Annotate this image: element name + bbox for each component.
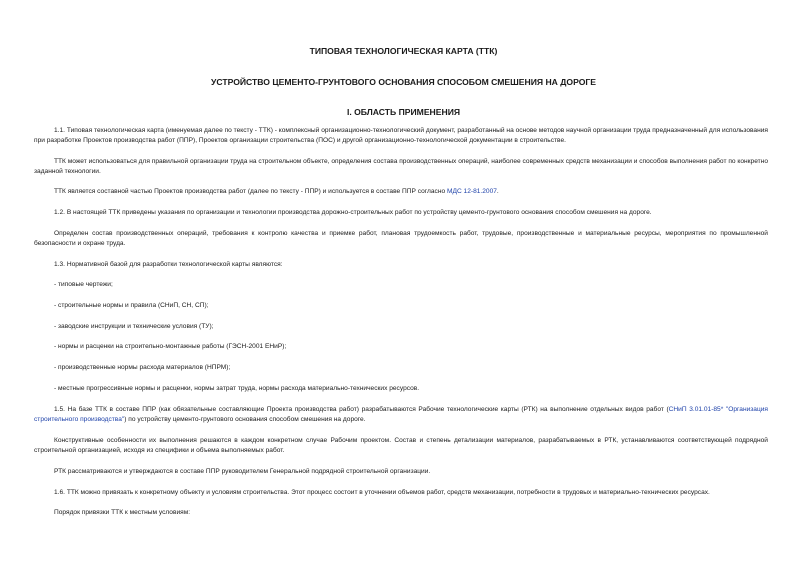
paragraph-1-3: 1.3. Нормативной базой для разработки технологической карты являются: <box>54 261 283 268</box>
paragraph-ttk-usage: ТТК может использоваться для правильной организации труда на строительном объекте, определения состава производственных операций, наиболее современных средств механизации и способов выполнения работ по конкретно заданной технологии. <box>34 158 768 176</box>
paragraph-design-features: Конструктивные особенности их выполнения решаются в каждом конкретном случае Рабочим проектом. Состав и степень детализации материалов, разрабатываемых в РТК, устанавливаются соответствующей подрядной строительной организацией, исходя из специфики и объема выполняемых работ. <box>34 437 768 455</box>
paragraph-1-5-text: 1.5. На базе ТТК в составе ППР (как обязательные составляющие Проекта производства работ) разрабатываются Рабочие технологические карты (РТК) на выполнение отдельных видов работ ( <box>54 406 669 413</box>
paragraph-1-6: 1.6. ТТК можно привязать к конкретному объекту и условиям строительства. Этот процесс состоит в уточнении объемов работ, средств механизации, потребности в трудовых и материально-технических ресурсах. <box>54 489 710 496</box>
paragraph-1-5 <box>34 405 768 425</box>
paragraph-operations: Определен состав производственных операций, требования к контролю качества и приемке работ, плановая трудоемкость работ, трудовые, производственные и материальные ресурсы, мероприятия по промышленной безопасности и охране труда. <box>34 230 768 248</box>
list-item: - нормы и расценки на строительно-монтажные работы (ГЭСН-2001 ЕНиР); <box>54 343 287 350</box>
list-item: - типовые чертежи; <box>54 281 113 288</box>
list-item: - местные прогрессивные нормы и расценки, нормы затрат труда, нормы расхода материально-технических ресурсов. <box>54 385 420 392</box>
document-title: ТИПОВАЯ ТЕХНОЛОГИЧЕСКАЯ КАРТА (ТТК) <box>309 46 498 56</box>
paragraph-rtk-approval: РТК рассматриваются и утверждаются в составе ППР руководителем Генеральной подрядной строительной организации. <box>54 468 431 475</box>
paragraph-1-2: 1.2. В настоящей ТТК приведены указания по организации и технологии производства дорожно-строительных работ по устройству цементо-грунтового основания способом смешения на дороге. <box>54 209 652 216</box>
list-item: - заводские инструкции и технические условия (ТУ); <box>54 323 214 330</box>
paragraph-ttk-ppr-end: . <box>496 188 499 195</box>
paragraph-1-1: 1.1. Типовая технологическая карта (именуемая далее по тексту - ТТК) - комплексный организационно-технологический документ, разработанный на основе методов научной организации труда предназначенный для использования при разработке Проектов производства работ (ППР), Проектов организации строительства (ПОС) и другой организационно-технологической документации в строительстве. <box>34 127 768 145</box>
section-heading: I. ОБЛАСТЬ ПРИМЕНЕНИЯ <box>346 107 461 117</box>
paragraph-binding-order: Порядок привязки ТТК к местным условиям: <box>54 509 191 516</box>
list-item: - производственные нормы расхода материалов (НПРМ); <box>54 364 231 371</box>
snip-link[interactable]: СНиП 3.01.01-85* "Организация строительного производства" <box>34 406 768 424</box>
paragraph-ttk-ppr-text: ТТК является составной частью Проектов производства работ (далее по тексту - ППР) и используется в составе ППР согласно <box>54 188 447 195</box>
paragraph-1-5-end: ) по устройству цементо-грунтового основания способом смешения на дороге. <box>124 416 366 424</box>
document-subtitle: УСТРОЙСТВО ЦЕМЕНТО-ГРУНТОВОГО ОСНОВАНИЯ СПОСОБОМ СМЕШЕНИЯ НА ДОРОГЕ <box>210 77 596 87</box>
list-item: - строительные нормы и правила (СНиП, СН, СП); <box>54 302 209 309</box>
mds-link[interactable]: МДС 12-81.2007 <box>446 188 497 195</box>
paragraph-ttk-ppr <box>34 187 768 197</box>
